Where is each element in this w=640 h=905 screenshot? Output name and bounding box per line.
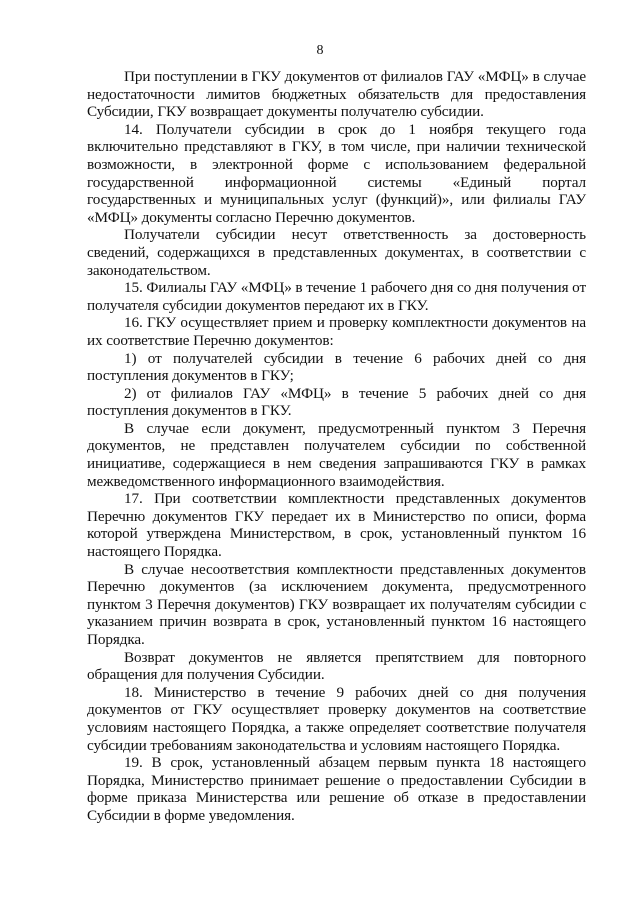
paragraph: В случае если документ, предусмотренный пунктом 3 Перечня документов, не представлен получателем субсидии по собственной инициативе, содержащиеся в нем сведения запрашиваются ГКУ в рамках межведомственного информационного взаимодействия. [87, 419, 586, 490]
paragraph: 16. ГКУ осуществляет прием и проверку комплектности документов на их соответствие Перечню документов: [87, 314, 586, 349]
paragraph: 14. Получатели субсидии в срок до 1 ноября текущего года включительно представляют в ГКУ, в том числе, при наличии технической возможности, в электронной форме с использованием федеральной государственной информационной системы «Единый портал государственных и муниципальных услуг (функций)», или филиалы ГАУ «МФЦ» документы согласно Перечню документов. [87, 120, 586, 226]
page-number: 8 [316, 43, 324, 58]
paragraph: 19. В срок, установленный абзацем первым пункта 18 настоящего Порядка, Министерство принимает решение о предоставлении Субсидии в форме приказа Министерства или решение об отказе в предоставлении Субсидии в форме уведомления. [87, 754, 586, 824]
paragraph: 1) от получателей субсидии в течение 6 рабочих дней со дня поступления документов в ГКУ; [87, 349, 586, 385]
paragraph: 15. Филиалы ГАУ «МФЦ» в течение 1 рабочего дня со дня получения от получателя субсидии документов передают их в ГКУ. [87, 279, 586, 314]
paragraph: В случае несоответствия комплектности представленных документов Перечню документов (за исключением документа, предусмотренного пунктом 3 Перечня документов) ГКУ возвращает их получателям субсидии с указанием причин возврата в срок, установленный пунктом 16 настоящего Порядка. [87, 560, 586, 648]
paragraph: При поступлении в ГКУ документов от филиалов ГАУ «МФЦ» в случае недостаточности лимитов бюджетных обязательств для предоставления Субсидии, ГКУ возвращает документы получателю субсидии. [87, 68, 586, 121]
paragraph: 2) от филиалов ГАУ «МФЦ» в течение 5 рабочих дней со дня поступления документов в ГКУ. [87, 384, 586, 420]
paragraph: Возврат документов не является препятствием для повторного обращения для получения Субсидии. [87, 648, 586, 684]
paragraph: 17. При соответствии комплектности представленных документов Перечню документов ГКУ передает их в Министерство по описи, форма которой утверждена Министерством, в срок, установленный пунктом 16 настоящего Порядка. [87, 490, 586, 561]
paragraph: 18. Министерство в течение 9 рабочих дней со дня получения документов от ГКУ осуществляет проверку документов на соответствие условиям настоящего Порядка, а также определяет соответствие получателя субсидии требованиям законодательства и условиям настоящего Порядка. [87, 683, 586, 754]
paragraph: Получатели субсидии несут ответственность за достоверность сведений, содержащихся в представленных документах, в соответствии с законодательством. [87, 226, 586, 279]
document-body [87, 68, 586, 825]
